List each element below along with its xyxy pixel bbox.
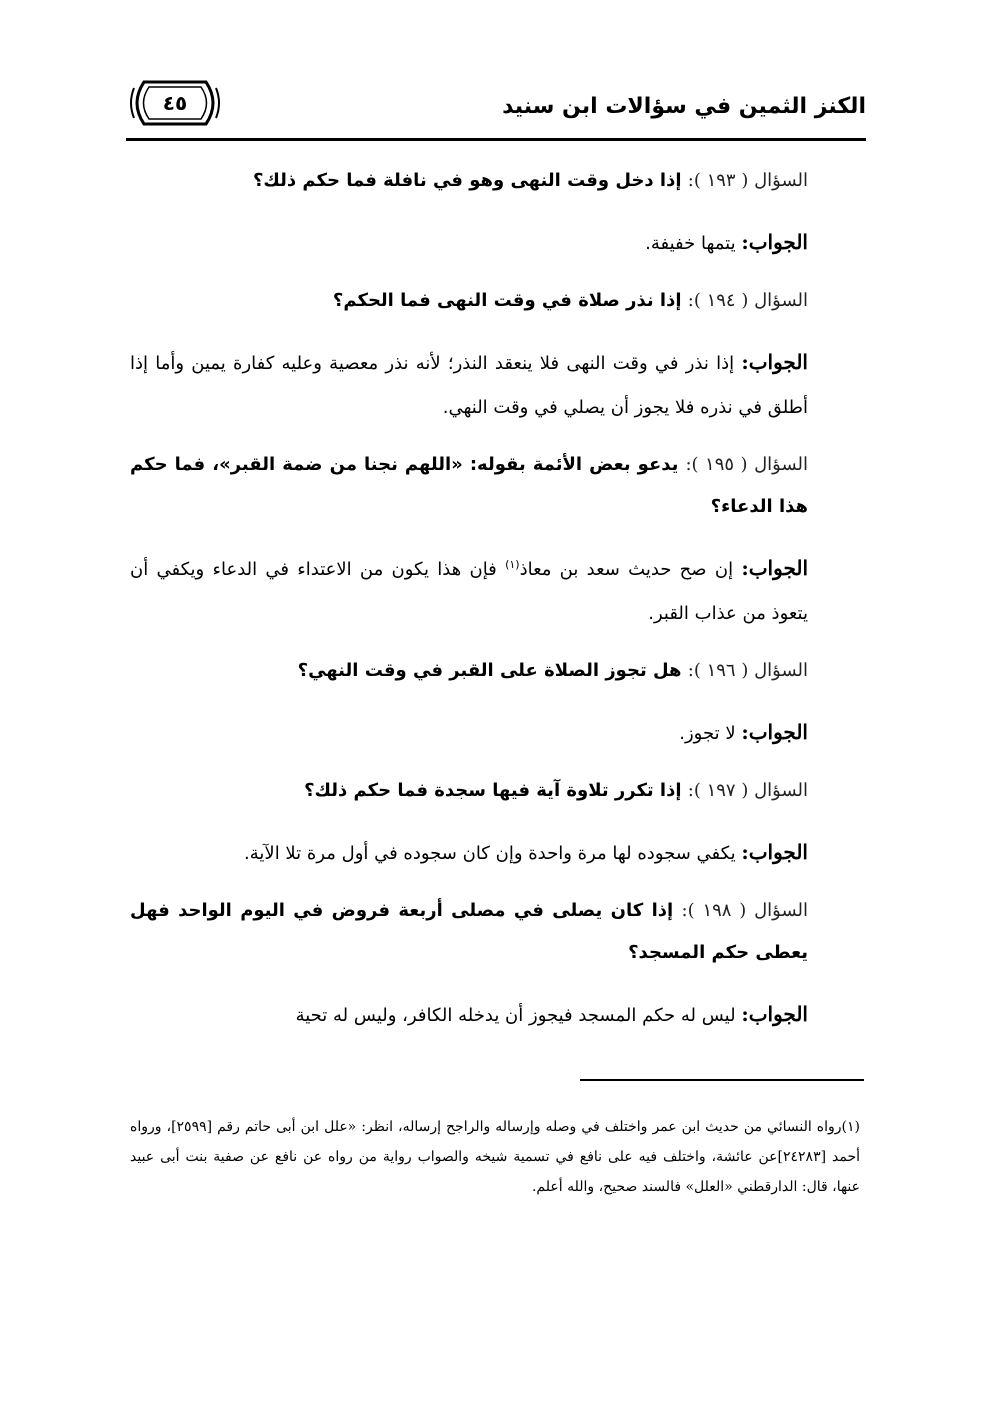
answer-198 — [130, 992, 808, 1038]
question-194 — [130, 280, 808, 322]
answer-label: الجواب: — [741, 1002, 808, 1026]
page-number-badge — [130, 80, 220, 126]
question-196 — [130, 650, 808, 692]
answer-label: الجواب: — [741, 350, 808, 374]
question-text: يدعو بعض الأئمة بقوله: «اللهم نجنا من ضمة القبر»، فما حكم هذا الدعاء؟ — [130, 454, 808, 517]
answer-label: الجواب: — [741, 840, 808, 864]
footnote-divider — [580, 1079, 864, 1081]
answer-label: الجواب: — [741, 720, 808, 744]
footnote-reference[interactable]: (١) — [505, 558, 520, 571]
answer-197 — [130, 830, 808, 876]
question-label: السؤال ( ١٩٥ ): — [685, 454, 808, 475]
question-text: إذا تكرر تلاوة آية فيها سجدة فما حكم ذلك؟ — [304, 780, 688, 801]
answer-text: إن صح حديث سعد بن معاذ — [519, 559, 742, 580]
page-body — [130, 160, 808, 1052]
answer-text: يكفي سجوده لها مرة واحدة وإن كان سجوده في أول مرة تلا الآية. — [244, 843, 742, 864]
answer-label: الجواب: — [741, 230, 808, 254]
page-header — [126, 70, 866, 140]
question-label: السؤال ( ١٩٦ ): — [687, 660, 808, 681]
answer-text: لا تجوز. — [679, 723, 742, 744]
question-198 — [130, 890, 808, 974]
answer-text: إذا نذر في وقت النهى فلا ينعقد النذر؛ لأنه نذر معصية وعليه كفارة يمين وأما إذا أطلق في نذره فلا يجوز أن يصلي في وقت النهي. — [130, 353, 808, 418]
question-label: السؤال ( ١٩٤ ): — [687, 290, 808, 311]
answer-label: الجواب: — [741, 556, 809, 580]
answer-text: يتمها خفيفة. — [645, 233, 742, 254]
question-label: السؤال ( ١٩٣ ): — [687, 170, 808, 191]
header-divider — [126, 138, 866, 141]
answer-196 — [130, 710, 808, 756]
page-number: ٤٥ — [162, 91, 188, 115]
answer-193 — [130, 220, 808, 266]
answer-text: فإن هذا يكون من الاعتداء في الدعاء ويكفي أن يتعوذ من عذاب القبر. — [130, 559, 808, 624]
footnote: (١)رواه النسائي من حديث ابن عمر واختلف في وصله وإرساله والراجح إرساله، انظر: «علل ابن أبى حاتم رقم [٢٥٩٩]، ورواه أحمد [٢٤٢٨٣]عن عائشة، واختلف فيه على نافع في تسمية شيخه والصواب رواية من رواه عن نافع عن صفية بنت أبى عبيد عنها، قال: الدارقطني «العلل» فالسند صحيح، والله أعلم. — [130, 1119, 860, 1195]
question-text: إذا دخل وقت النهى وهو في نافلة فما حكم ذلك؟ — [252, 170, 688, 191]
question-text: إذا نذر صلاة في وقت النهى فما الحكم؟ — [332, 290, 688, 311]
question-label: السؤال ( ١٩٧ ): — [687, 780, 808, 801]
answer-195 — [130, 546, 808, 636]
answer-text: ليس له حكم المسجد فيجوز أن يدخله الكافر، وليس له تحية — [295, 1005, 742, 1026]
book-title: الكنز الثمين في سؤالات ابن سنيد — [502, 94, 866, 119]
question-195 — [130, 444, 808, 528]
answer-194 — [130, 340, 808, 430]
question-197 — [130, 770, 808, 812]
question-label: السؤال ( ١٩٨ ): — [681, 900, 809, 921]
question-text: إذا كان يصلى في مصلى أربعة فروض في اليوم الواحد فهل يعطى حكم المسجد؟ — [130, 900, 808, 963]
question-text: هل تجوز الصلاة على القبر في وقت النهي؟ — [297, 660, 688, 681]
question-193 — [130, 160, 808, 202]
